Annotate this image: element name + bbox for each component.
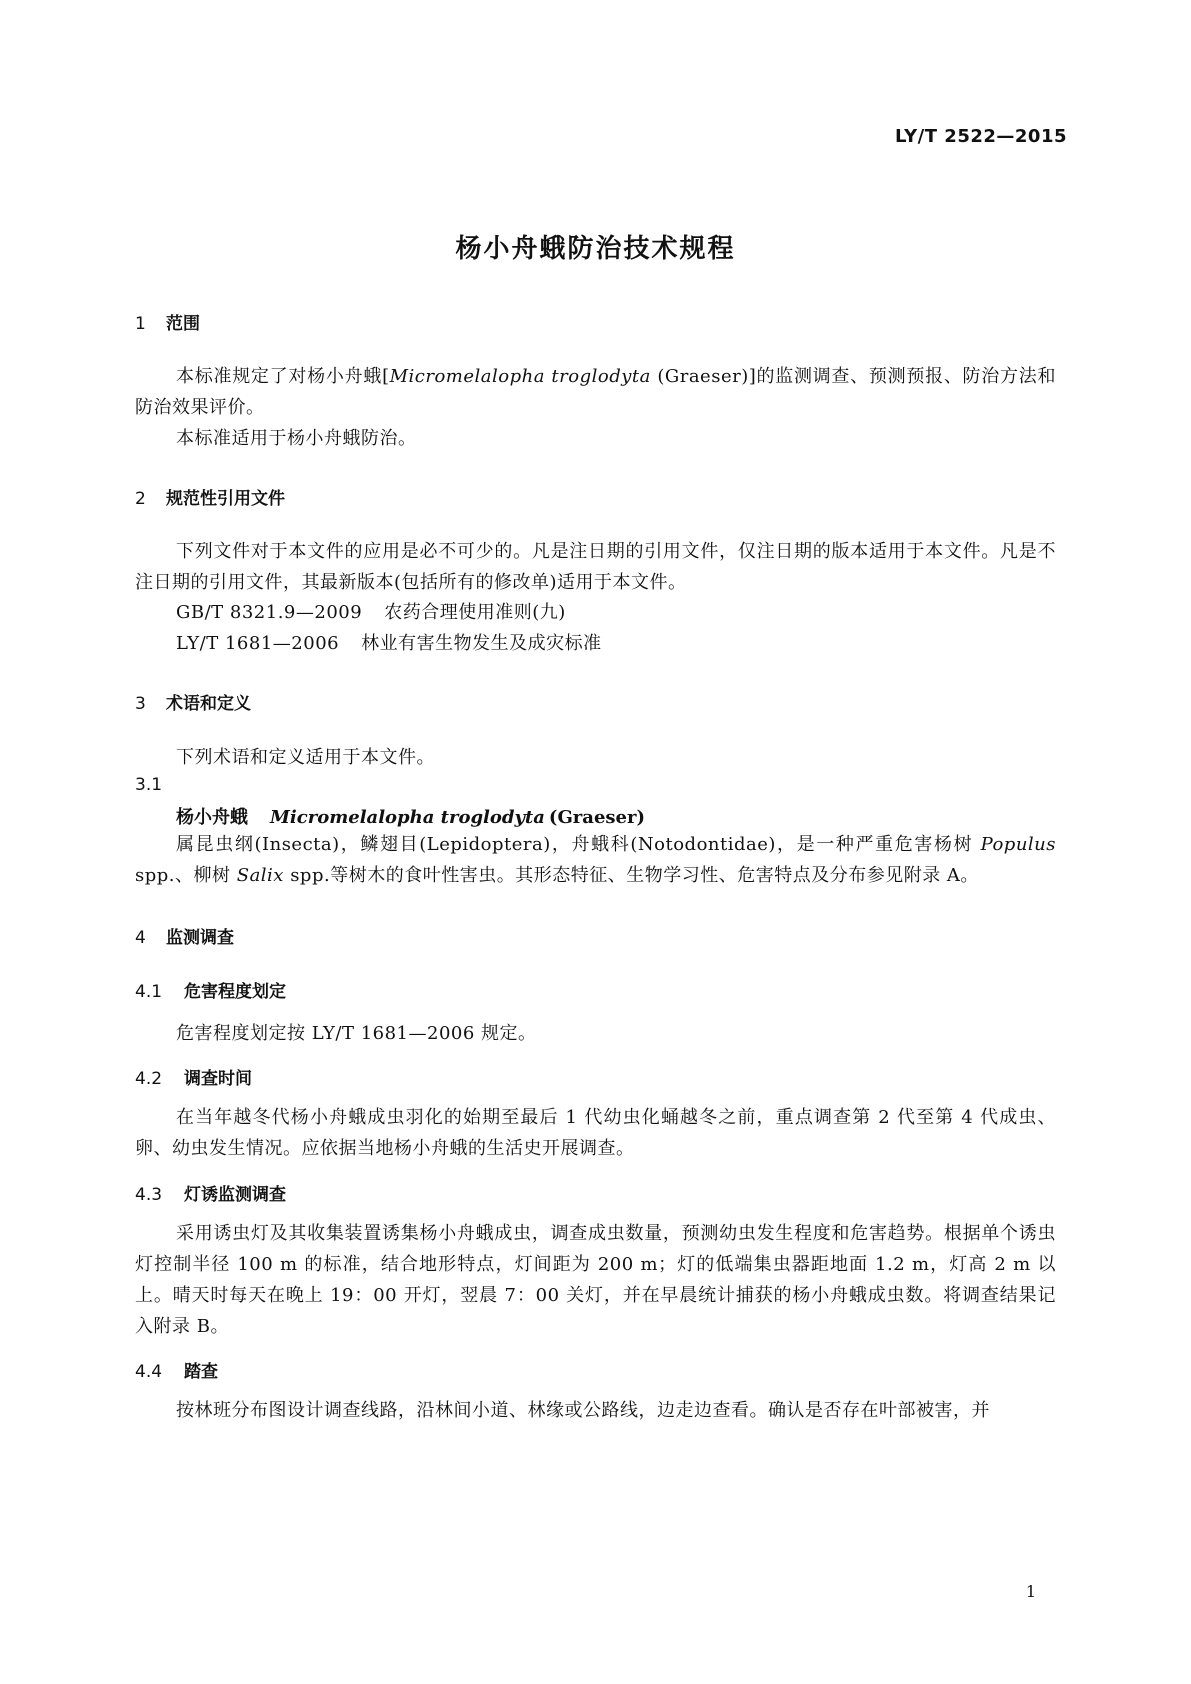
section-2-heading [135, 484, 285, 509]
section-1-paragraph-2: 本标准适用于杨小舟蛾防治。 [176, 428, 417, 449]
section-number: 4 [135, 928, 146, 948]
reference-2 [176, 629, 602, 655]
subsection-4-2-paragraph: 在当年越冬代杨小舟蛾成虫羽化的始期至最后 1 代幼虫化蛹越冬之前，重点调查第 2 代至第 4 代成虫、卵、幼虫发生情况。应依据当地杨小舟蛾的生活史开展调查。 [135, 1107, 1056, 1159]
term-author: (Graeser) [548, 807, 645, 828]
section-2-paragraph-1: 下列文件对于本文件的应用是必不可少的。凡是注日期的引用文件，仅注日期的版本适用于本文件。凡是不注日期的引用文件，其最新版本(包括所有的修改单)适用于本文件。 [135, 541, 1056, 593]
section-title: 规范性引用文件 [166, 489, 285, 509]
section-4-heading [135, 923, 234, 948]
term-scientific-name: Micromelalopha troglodyta [270, 807, 545, 828]
term-number: 3.1 [135, 775, 163, 795]
subsection-number: 4.1 [135, 982, 163, 1002]
subsection-number: 4.4 [135, 1362, 163, 1382]
subsection-4-1-heading [135, 977, 286, 1002]
section-number: 1 [135, 314, 146, 334]
subsection-number: 4.2 [135, 1069, 163, 1089]
text-run: 属昆虫纲(Insecta)，鳞翅目(Lepidoptera)，舟蛾科(Notodontidae)，是一种严重危害杨树 [176, 834, 981, 855]
section-title: 术语和定义 [166, 694, 251, 714]
section-3-heading [135, 689, 251, 714]
section-3-paragraph-1: 下列术语和定义适用于本文件。 [176, 747, 435, 768]
genus-populus: Populus [980, 834, 1056, 855]
subsection-4-3-heading [135, 1180, 286, 1205]
section-title: 监测调查 [166, 928, 234, 948]
genus-salix: Salix [236, 865, 284, 886]
subsection-number: 4.3 [135, 1185, 163, 1205]
reference-code: LY/T 1681—2006 [176, 633, 340, 654]
text-run: 本标准规定了对杨小舟蛾[ [176, 366, 390, 387]
standard-code: LY/T 2522—2015 [894, 126, 1067, 147]
text-run: spp.、柳树 [135, 865, 237, 886]
reference-title: 林业有害生物发生及成灾标准 [361, 633, 602, 654]
scientific-name: Micromelalopha troglodyta [389, 366, 651, 387]
subsection-4-4-heading [135, 1357, 218, 1382]
page-number: 1 [1025, 1582, 1036, 1601]
term-heading [176, 803, 645, 829]
text-run: (Graeser)]的监测调查、预测预报、防治方法和防治效果评价。 [135, 366, 1056, 418]
section-1-heading [135, 309, 200, 334]
term-chinese-name: 杨小舟蛾 [176, 807, 248, 828]
document-title: 杨小舟蛾防治技术规程 [455, 234, 736, 264]
section-1-paragraph-1 [135, 361, 1056, 423]
subsection-4-4-paragraph: 按林班分布图设计调查线路，沿林间小道、林缘或公路线，边走边查看。确认是否存在叶部被害，并 [176, 1400, 990, 1421]
subsection-4-2-heading [135, 1064, 252, 1089]
subsection-title: 危害程度划定 [184, 982, 286, 1002]
term-definition [135, 829, 1056, 891]
subsection-title: 踏查 [184, 1362, 218, 1382]
section-number: 3 [135, 694, 146, 714]
subsection-title: 调查时间 [184, 1069, 252, 1089]
reference-code: GB/T 8321.9—2009 [176, 602, 363, 623]
subsection-title: 灯诱监测调查 [184, 1185, 286, 1205]
section-number: 2 [135, 489, 146, 509]
reference-title: 农药合理使用准则(九) [384, 602, 566, 623]
subsection-4-1-paragraph: 危害程度划定按 LY/T 1681—2006 规定。 [176, 1023, 537, 1044]
reference-1 [176, 598, 566, 624]
text-run: spp.等树木的食叶性害虫。其形态特征、生物学习性、危害特点及分布参见附录 A。 [283, 865, 979, 886]
subsection-4-3-paragraph: 采用诱虫灯及其收集装置诱集杨小舟蛾成虫，调查成虫数量，预测幼虫发生程度和危害趋势。根据单个诱虫灯控制半径 100 m 的标准，结合地形特点，灯间距为 200 m；灯的低端集虫器距地面 1.2 m，灯高 2 m 以上。晴天时每天在晚上 19：00 开灯，翌晨 7：00 关灯，并在早晨统计捕获的杨小舟蛾成虫数。将调查结果记入附录 B。 [135, 1223, 1056, 1337]
section-title: 范围 [166, 314, 200, 334]
